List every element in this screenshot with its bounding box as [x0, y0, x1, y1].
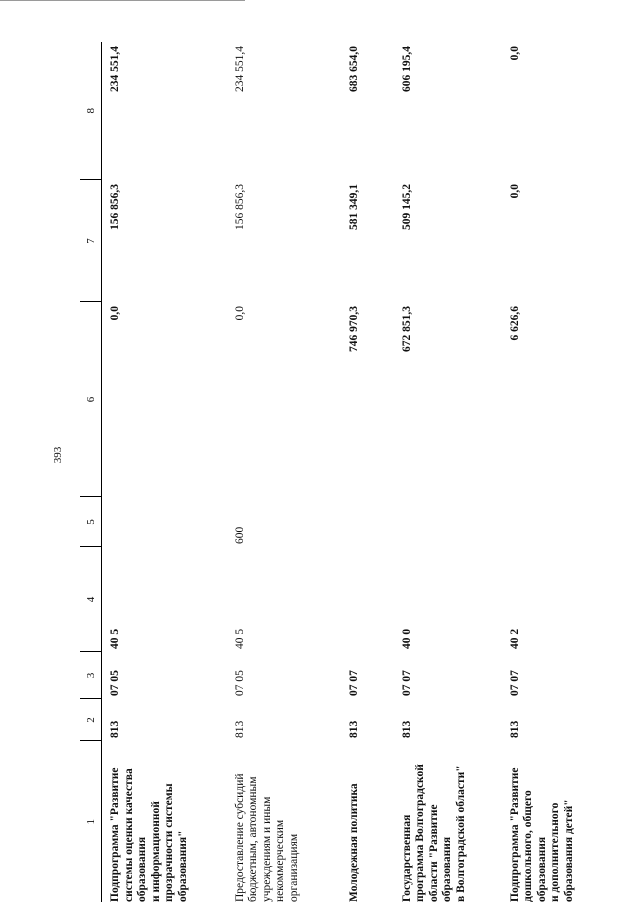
row-name [394, 741, 502, 902]
cell-amount-6: 6 626,6 [508, 306, 521, 341]
cell-amount-8: 683 654,0 [347, 46, 360, 92]
name-line: в Волгоградской области" [454, 765, 467, 902]
cell-code: 813 [233, 720, 246, 738]
cell-section: 07 07 [347, 670, 360, 696]
cell-expense-type [341, 497, 394, 547]
cell-amount-7: 156 856,3 [109, 184, 121, 230]
header-col-4: 4 [80, 547, 102, 652]
name-line: прозрачности системы [163, 783, 175, 902]
page-number: 393 [52, 446, 64, 464]
cell-section: 07 05 [233, 670, 246, 696]
top-rule [0, 0, 245, 1]
table-row [341, 42, 394, 902]
cell-code: 813 [347, 720, 360, 738]
budget-table [80, 42, 635, 902]
cell-expense-type [102, 497, 227, 547]
cell-program: 40 0 [400, 628, 413, 649]
header-col-3: 3 [80, 652, 102, 699]
cell-expense-type: 600 [233, 526, 246, 544]
cell-amount-7: 509 145,2 [400, 184, 413, 230]
name-line: Подпрограмма "Развитие [109, 767, 121, 902]
name-line: образования [535, 836, 548, 902]
cell-amount-8: 234 551,4 [109, 46, 121, 92]
rotated-table-container [80, 42, 635, 902]
name-line: образования детей" [562, 799, 575, 902]
cell-code: 813 [109, 720, 121, 738]
row-name [341, 741, 394, 902]
cell-amount-8: 606 195,4 [400, 46, 413, 92]
cell-amount-6: 672 851,3 [400, 306, 413, 352]
cell-amount-6: 0,0 [233, 306, 246, 321]
cell-code: 813 [400, 720, 413, 738]
cell-program: 40 2 [508, 628, 521, 649]
cell-amount-6: 746 970,3 [347, 306, 360, 352]
cell-code: 813 [508, 720, 521, 738]
header-col-7: 7 [80, 180, 102, 302]
cell-amount-8: 0,0 [508, 46, 521, 61]
header-col-8: 8 [80, 42, 102, 180]
header-col-6: 6 [80, 302, 102, 497]
name-line: образования" [176, 830, 189, 902]
cell-amount-8: 234 551,4 [233, 46, 246, 92]
cell-expense-type [502, 497, 636, 547]
cell-program: 40 5 [233, 628, 246, 649]
name-line: программа Волгоградской [414, 764, 426, 902]
name-line: образования [441, 836, 453, 902]
header-row [80, 42, 102, 902]
cell-amount-7: 581 349,1 [347, 184, 360, 230]
name-line: бюджетным, автономным [247, 776, 259, 902]
table-row [394, 42, 502, 902]
row-name [227, 741, 341, 902]
row-name [102, 741, 227, 902]
header-col-2: 2 [80, 699, 102, 741]
name-line: Подпрограмма "Развитие [508, 767, 521, 902]
name-line: Молодежная политика [347, 783, 360, 902]
name-line: некоммерческим [274, 819, 286, 902]
cell-expense-type [394, 497, 502, 547]
name-line: и информационной [149, 801, 162, 902]
cell-section: 07 05 [109, 670, 121, 696]
name-line: организациям [287, 833, 300, 902]
name-line: и дополнительного [549, 802, 561, 902]
name-line: образования [136, 836, 148, 902]
name-line: учреждениям и иным [260, 796, 273, 902]
cell-amount-7: 0,0 [508, 184, 521, 199]
name-line: Предоставление субсидий [233, 773, 246, 902]
name-line: Государственная [400, 814, 413, 902]
row-name [502, 741, 636, 902]
cell-program: 40 5 [109, 628, 121, 649]
cell-amount-7: 156 856,3 [233, 184, 246, 230]
table-row [502, 42, 636, 902]
cell-section: 07 07 [400, 670, 413, 696]
table-row [102, 42, 227, 902]
name-line: области "Развитие [427, 804, 440, 902]
name-line: дошкольного, общего [522, 790, 534, 902]
cell-amount-6: 0,0 [109, 306, 121, 321]
budget-table-sheet [80, 42, 635, 902]
header-col-5: 5 [80, 497, 102, 547]
header-col-1: 1 [80, 741, 102, 902]
name-line: системы оценки качества [122, 768, 135, 902]
cell-program [341, 547, 394, 652]
cell-section: 07 07 [508, 670, 521, 696]
table-row [227, 42, 341, 902]
